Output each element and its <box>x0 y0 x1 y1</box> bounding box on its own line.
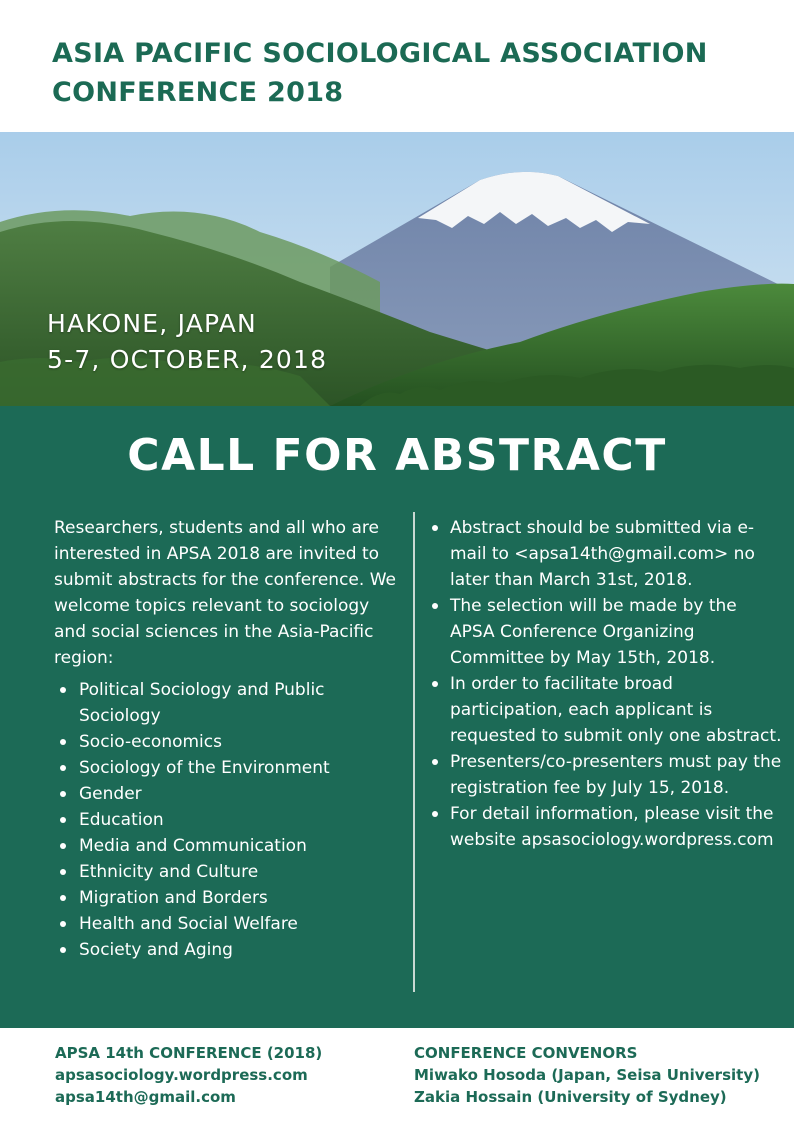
list-item: Health and Social Welfare <box>54 911 404 937</box>
list-item: Media and Communication <box>54 833 404 859</box>
list-item: Gender <box>54 781 404 807</box>
list-item: Migration and Borders <box>54 885 404 911</box>
event-location: HAKONE, JAPAN <box>47 309 257 338</box>
list-item: Presenters/co-presenters must pay the registration fee by July 15, 2018. <box>430 749 782 801</box>
convenors-heading: CONFERENCE CONVENORS <box>414 1044 638 1062</box>
call-for-abstract-section <box>0 406 794 1028</box>
list-item: Political Sociology and Public Sociology <box>54 677 404 729</box>
list-item: Sociology of the Environment <box>54 755 404 781</box>
convenor-1: Miwako Hosoda (Japan, Seisa University) <box>414 1066 760 1084</box>
section-heading: CALL FOR ABSTRACT <box>127 430 667 481</box>
list-item: Ethnicity and Culture <box>54 859 404 885</box>
list-item: In order to facilitate broad participation, each applicant is requested to submit only one abstract. <box>430 671 782 749</box>
event-dates: 5-7, OCTOBER, 2018 <box>47 345 328 374</box>
website-link[interactable]: apsasociology.wordpress.com <box>55 1066 308 1084</box>
event-place-and-date <box>47 306 327 378</box>
topic-list <box>54 677 404 963</box>
footer-contact <box>55 1042 322 1108</box>
list-item: Society and Aging <box>54 937 404 963</box>
email-link[interactable]: apsa14th@gmail.com <box>55 1088 236 1106</box>
rules-list <box>430 515 782 853</box>
left-column <box>54 515 404 963</box>
right-column <box>430 515 782 853</box>
conference-name: APSA 14th CONFERENCE (2018) <box>55 1044 323 1062</box>
footer <box>0 1028 794 1123</box>
convenor-2: Zakia Hossain (University of Sydney) <box>414 1088 727 1106</box>
list-item: For detail information, please visit the website apsasociology.wordpress.com <box>430 801 782 853</box>
list-item: The selection will be made by the APSA Conference Organizing Committee by May 15th, 2018. <box>430 593 782 671</box>
header <box>0 0 794 132</box>
page-title: ASIA PACIFIC SOCIOLOGICAL ASSOCIATION CONFERENCE 2018 <box>52 38 708 108</box>
list-item: Abstract should be submitted via e-mail to <apsa14th@gmail.com> no later than March 31st, 2018. <box>430 515 782 593</box>
footer-convenors <box>414 1042 760 1108</box>
list-item: Socio-economics <box>54 729 404 755</box>
list-item: Education <box>54 807 404 833</box>
column-divider <box>413 512 415 992</box>
intro-text: Researchers, students and all who are interested in APSA 2018 are invited to submit abstracts for the conference. We welcome topics relevant to sociology and social sciences in the Asia-Pacific region: <box>54 518 396 668</box>
